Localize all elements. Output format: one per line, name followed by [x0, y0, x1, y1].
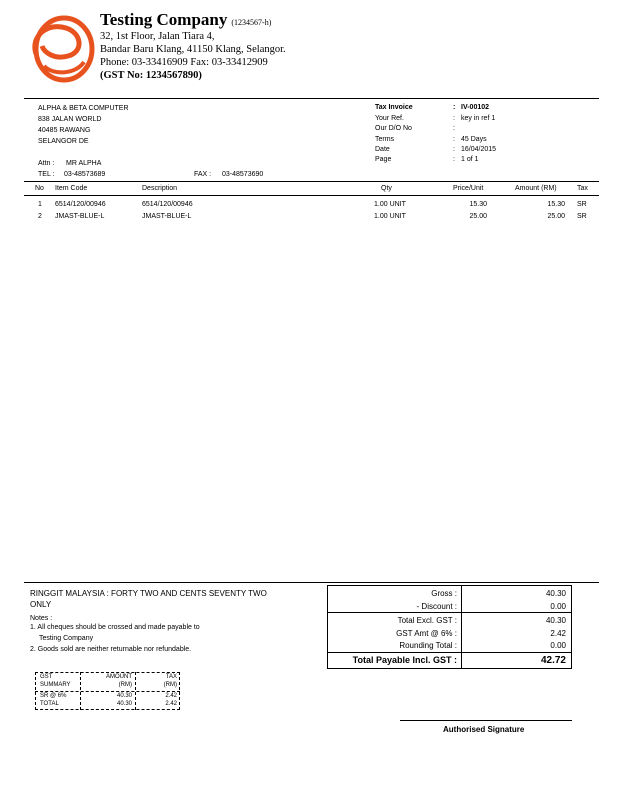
invoice-info-label: Page	[375, 156, 392, 163]
totals-separator	[327, 652, 572, 653]
cell-description: JMAST-BLUE-L	[142, 213, 192, 220]
invoice-info-value: IV-00102	[461, 104, 490, 111]
company-reg-no: (1234567-h)	[231, 18, 272, 27]
invoice-info-value: key in ref 1	[461, 115, 496, 122]
col-header-item-code: Item Code	[55, 185, 88, 192]
cell-no: 2	[38, 213, 42, 220]
note-1-payee: Testing Company	[39, 635, 94, 642]
fax-label: FAX :	[194, 171, 212, 178]
cell-price: 25.00	[469, 213, 487, 220]
gst-summary-header: GST	[40, 674, 53, 680]
cell-amount: 15.30	[547, 201, 565, 208]
col-header-price: Price/Unit	[453, 185, 484, 192]
grand-total-label: Total Payable Incl. GST :	[352, 655, 457, 665]
col-header-amount: Amount (RM)	[515, 185, 557, 192]
fax-value: 03-48573690	[222, 171, 264, 178]
table-header-rule	[24, 195, 599, 196]
gross-value: 40.30	[545, 589, 566, 598]
cell-amount: 25.00	[547, 213, 565, 220]
signature-line	[400, 720, 572, 721]
footer-divider	[24, 582, 599, 583]
gst-summary-separator	[35, 691, 180, 692]
gst-row-amount: 40.30	[116, 701, 132, 707]
gst-amount-label: GST Amt @ 6% :	[396, 629, 457, 638]
total-excl-gst-label: Total Excl. GST :	[397, 616, 457, 625]
notes-title: Notes :	[30, 615, 53, 622]
cell-price: 15.30	[469, 201, 487, 208]
company-name: Testing Company (1234567-h)	[100, 10, 272, 29]
customer-address-line1: 838 JALAN WORLD	[38, 116, 102, 123]
cell-qty: 1.00 UNIT	[374, 201, 406, 208]
total-excl-gst-value: 40.30	[545, 616, 566, 625]
attn-label: Attn :	[38, 160, 55, 167]
company-address-line2: Bandar Baru Klang, 41150 Klang, Selangor.	[100, 44, 286, 55]
cell-item-code: 6514/120/00946	[55, 201, 106, 208]
invoice-info-value: 45 Days	[461, 136, 487, 143]
cell-tax: SR	[577, 201, 587, 208]
gst-row-label: TOTAL	[40, 701, 59, 707]
note-1: 1. All cheques should be crossed and made payable to	[30, 624, 200, 631]
rounding-total-label: Rounding Total :	[399, 641, 457, 650]
amount-in-words-line2: ONLY	[30, 600, 52, 609]
cell-qty: 1.00 UNIT	[374, 213, 406, 220]
col-header-description: Description	[142, 185, 178, 192]
cell-tax: SR	[577, 213, 587, 220]
tel-label: TEL :	[38, 171, 55, 178]
grand-total-value: 42.72	[540, 655, 566, 666]
table-top-rule	[24, 181, 599, 182]
company-e-logo-icon	[24, 14, 100, 84]
invoice-info-value: 1 of 1	[461, 156, 479, 163]
col-header-qty: Qty	[381, 185, 392, 192]
authorised-signature-label: Authorised Signature	[443, 725, 525, 734]
company-address-line1: 32, 1st Floor, Jalan Tiara 4,	[100, 31, 215, 42]
cell-item-code: JMAST-BLUE-L	[55, 213, 105, 220]
customer-name: ALPHA & BETA COMPUTER	[38, 105, 129, 112]
gross-label: Gross :	[431, 589, 457, 598]
attn-value: MR ALPHA	[66, 160, 102, 167]
gst-tax-header: TAX	[165, 674, 177, 680]
cell-no: 1	[38, 201, 42, 208]
company-gst-no: (GST No: 1234567890)	[100, 70, 202, 81]
invoice-info-colon: :	[453, 104, 456, 111]
gst-amount-header: AMOUNT	[106, 674, 132, 680]
header-divider	[24, 98, 599, 99]
tel-value: 03-48573689	[64, 171, 106, 178]
gst-amount-value: 2.42	[550, 629, 566, 638]
gst-row-tax: 2.42	[165, 701, 177, 707]
invoice-info-value: 16/04/2015	[461, 146, 497, 153]
customer-address-line3: SELANGOR DE	[38, 138, 89, 145]
col-header-tax: Tax	[577, 185, 588, 192]
gst-tax-header: (RM)	[163, 682, 177, 688]
discount-label: - Discount :	[416, 602, 457, 611]
gst-summary-header: SUMMARY	[40, 682, 71, 688]
note-2: 2. Goods sold are neither returnable nor refundable.	[30, 646, 192, 653]
invoice-info-colon: :	[453, 146, 455, 153]
invoice-info-colon: :	[453, 115, 455, 122]
rounding-total-value: 0.00	[550, 641, 566, 650]
invoice-info-colon: :	[453, 156, 455, 163]
gst-row-label: SR @ 6%	[40, 693, 67, 699]
col-header-no: No	[35, 185, 44, 192]
totals-separator	[327, 612, 572, 613]
invoice-info-label: Terms	[375, 136, 395, 143]
cell-description: 6514/120/00946	[142, 201, 193, 208]
company-phone-fax: Phone: 03-33416909 Fax: 03-33412909	[100, 57, 268, 68]
invoice-info-label: Tax Invoice	[375, 104, 413, 111]
customer-address-line2: 40485 RAWANG	[38, 127, 91, 134]
invoice-info-colon: :	[453, 136, 455, 143]
discount-value: 0.00	[550, 602, 566, 611]
invoice-info-label: Date	[375, 146, 390, 153]
gst-amount-header: (RM)	[118, 682, 132, 688]
gst-row-tax: 2.42	[165, 693, 177, 699]
invoice-info-label: Our D/O No	[375, 125, 412, 132]
gst-row-amount: 40.30	[116, 693, 132, 699]
invoice-info-colon: :	[453, 125, 455, 132]
invoice-info-label: Your Ref.	[375, 115, 404, 122]
amount-in-words-line1: RINGGIT MALAYSIA : FORTY TWO AND CENTS SEVENTY TWO	[30, 589, 267, 598]
